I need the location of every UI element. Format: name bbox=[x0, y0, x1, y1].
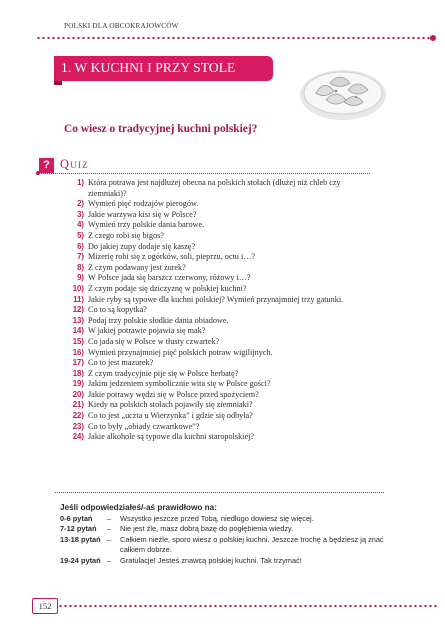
quiz-item-text: Z czym tradycyjnie pije się w Polsce herbatę? bbox=[88, 368, 239, 378]
quiz-item-number: 16) bbox=[72, 347, 84, 357]
quiz-item-number: 12) bbox=[72, 305, 84, 315]
score-range: 19-24 pytań bbox=[60, 555, 101, 565]
score-text: Wszystko jeszcze przed Tobą, niedługo dowiesz się więcej. bbox=[120, 514, 314, 523]
score-row bbox=[60, 535, 385, 556]
quiz-item-text: Jakie warzywa kisi się w Polsce? bbox=[88, 209, 197, 219]
quiz-item-text: Jakie alkohole są typowe dla kuchni staropolskiej? bbox=[88, 432, 254, 442]
quiz-item bbox=[67, 411, 377, 422]
quiz-item-text: Wymień pięć rodzajów pierogów. bbox=[88, 199, 199, 209]
quiz-heading: Quiz bbox=[60, 157, 89, 171]
quiz-item-text: Co to jest „uczta u Wierzynka” i gdzie się odbyła? bbox=[88, 411, 253, 421]
running-head: POLSKI DLA OBCOKRAJOWCÓW bbox=[64, 22, 179, 30]
quiz-item-number: 14) bbox=[72, 326, 84, 336]
quiz-item-number: 15) bbox=[72, 336, 84, 346]
score-row bbox=[60, 514, 385, 524]
chapter-title-bar bbox=[54, 56, 273, 81]
score-range: 0-6 pytań bbox=[60, 514, 93, 523]
quiz-item-text: Co jada się w Polsce w tłusty czwartek? bbox=[88, 336, 220, 346]
quiz-item-text: Wymień przynajmniej pięć polskich potraw wigilijnych. bbox=[88, 347, 273, 357]
quiz-item bbox=[67, 305, 377, 316]
quiz-item-text: Co to są kopytka? bbox=[88, 305, 147, 315]
quiz-item bbox=[67, 422, 377, 433]
quiz-item bbox=[67, 220, 377, 231]
quiz-item-text: Mizerię robi się z ogórków, soli, pieprzu, octu i…? bbox=[88, 252, 256, 262]
quiz-item bbox=[67, 210, 377, 221]
title-bar-fold bbox=[54, 81, 62, 85]
quiz-item bbox=[67, 358, 377, 369]
answers-section bbox=[60, 503, 385, 566]
quiz-item-text: Jakim jedzeniem symbolicznie wita się w Polsce gości? bbox=[88, 379, 271, 389]
quiz-item bbox=[67, 337, 377, 348]
quiz-item bbox=[67, 379, 377, 390]
quiz-item bbox=[67, 432, 377, 443]
quiz-item-number: 23) bbox=[72, 421, 84, 431]
quiz-item-text: Z czym podaje się dziczyznę w polskiej kuchni? bbox=[88, 283, 247, 293]
quiz-item-number: 24) bbox=[72, 432, 84, 442]
score-dash: – bbox=[107, 534, 112, 544]
score-dash: – bbox=[107, 555, 112, 565]
quiz-item-number: 9) bbox=[77, 273, 84, 283]
quiz-item-number: 10) bbox=[72, 283, 84, 293]
quiz-item-text: Jakie potrawy wędzi się w Polsce przed spożyciem? bbox=[88, 389, 259, 399]
quiz-item bbox=[67, 326, 377, 337]
quiz-item-text: Która potrawa jest najdłużej obecna na polskich stołach (dłużej niż chleb czy ziemniaki)? bbox=[88, 178, 341, 198]
quiz-item bbox=[67, 178, 377, 199]
score-dash: – bbox=[107, 514, 112, 523]
quiz-item-text: Co to były „obiady czwartkowe”? bbox=[88, 421, 200, 431]
quiz-item bbox=[67, 390, 377, 401]
score-dash: – bbox=[107, 524, 112, 534]
quiz-item-number: 2) bbox=[77, 199, 84, 209]
quiz-item bbox=[67, 284, 377, 295]
quiz-item bbox=[67, 231, 377, 242]
section-question: Co wiesz o tradycyjnej kuchni polskiej? bbox=[64, 123, 258, 135]
quiz-item-text: Co to jest mazurek? bbox=[88, 358, 154, 368]
quiz-item-text: Kiedy na polskich stołach pojawiły się ziemniaki? bbox=[88, 400, 253, 410]
quiz-item-text: Podaj trzy polskie słodkie dania obiadowe. bbox=[88, 315, 229, 325]
quiz-item-number: 1) bbox=[77, 178, 84, 187]
quiz-item-text: Z czego robi się bigos? bbox=[88, 230, 164, 240]
quiz-item-number: 11) bbox=[73, 294, 84, 304]
quiz-item-number: 8) bbox=[77, 262, 84, 272]
quiz-item-number: 17) bbox=[72, 358, 84, 368]
quiz-item-number: 18) bbox=[72, 368, 84, 378]
top-dotted-rule bbox=[36, 36, 436, 40]
page-number: 152 bbox=[32, 598, 58, 614]
quiz-bottom-divider bbox=[55, 492, 384, 493]
quiz-item-text: Jakie ryby są typowe dla kuchni polskiej? Wymień przynajmniej trzy gatunki. bbox=[88, 294, 344, 304]
score-text: Nie jest źle, masz dobrą bazę do pogłębienia wiedzy. bbox=[120, 524, 294, 534]
quiz-item-number: 13) bbox=[72, 315, 84, 325]
dumplings-plate-photo bbox=[296, 57, 388, 129]
answers-heading: Jeśli odpowiedziałeś/-aś prawidłowo na: bbox=[60, 503, 217, 512]
quiz-item-number: 4) bbox=[77, 220, 84, 230]
score-range: 7-12 pytań bbox=[60, 524, 97, 534]
quiz-item bbox=[67, 199, 377, 210]
quiz-item-number: 6) bbox=[77, 241, 84, 251]
quiz-item-number: 5) bbox=[77, 230, 84, 240]
chapter-title: 1. W KUCHNI I PRZY STOLE bbox=[61, 60, 236, 75]
quiz-item bbox=[67, 273, 377, 284]
quiz-item-number: 19) bbox=[72, 379, 84, 389]
quiz-divider bbox=[37, 173, 370, 175]
quiz-item-text: Wymień trzy polskie dania barowe. bbox=[88, 220, 205, 230]
quiz-item-text: Z czym podawany jest żurek? bbox=[88, 262, 186, 272]
score-text: Gratulacje! Jesteś znawcą polskiej kuchni. Tak trzymać! bbox=[120, 555, 302, 565]
quiz-item-number: 22) bbox=[72, 411, 84, 421]
quiz-item-number: 3) bbox=[77, 209, 84, 219]
quiz-item bbox=[67, 369, 377, 380]
score-text: Całkiem nieźle, sporo wiesz o polskiej kuchni. Jeszcze trochę a będziesz ją znać całkiem dobrze. bbox=[120, 534, 384, 555]
score-range: 13-18 pytań bbox=[60, 534, 101, 544]
score-row bbox=[60, 556, 385, 566]
quiz-item-text: Do jakiej zupy dodaje się kaszę? bbox=[88, 241, 196, 251]
quiz-item-text: W jakiej potrawie pojawia się mak? bbox=[88, 326, 206, 336]
quiz-item bbox=[67, 348, 377, 359]
quiz-item-text: W Polsce jada się barszcz czerwony, różowy i…? bbox=[88, 273, 251, 283]
quiz-item bbox=[67, 263, 377, 274]
question-mark-icon: ? bbox=[39, 158, 54, 173]
quiz-item bbox=[67, 242, 377, 253]
quiz-item-number: 20) bbox=[72, 389, 84, 399]
quiz-item-number: 7) bbox=[77, 252, 84, 262]
quiz-item bbox=[67, 316, 377, 327]
quiz-item bbox=[67, 400, 377, 411]
quiz-item-number: 21) bbox=[72, 400, 84, 410]
bottom-dotted-rule bbox=[58, 604, 438, 608]
quiz-item bbox=[67, 252, 377, 263]
quiz-list bbox=[67, 178, 377, 443]
quiz-item bbox=[67, 295, 377, 306]
score-row bbox=[60, 524, 385, 534]
